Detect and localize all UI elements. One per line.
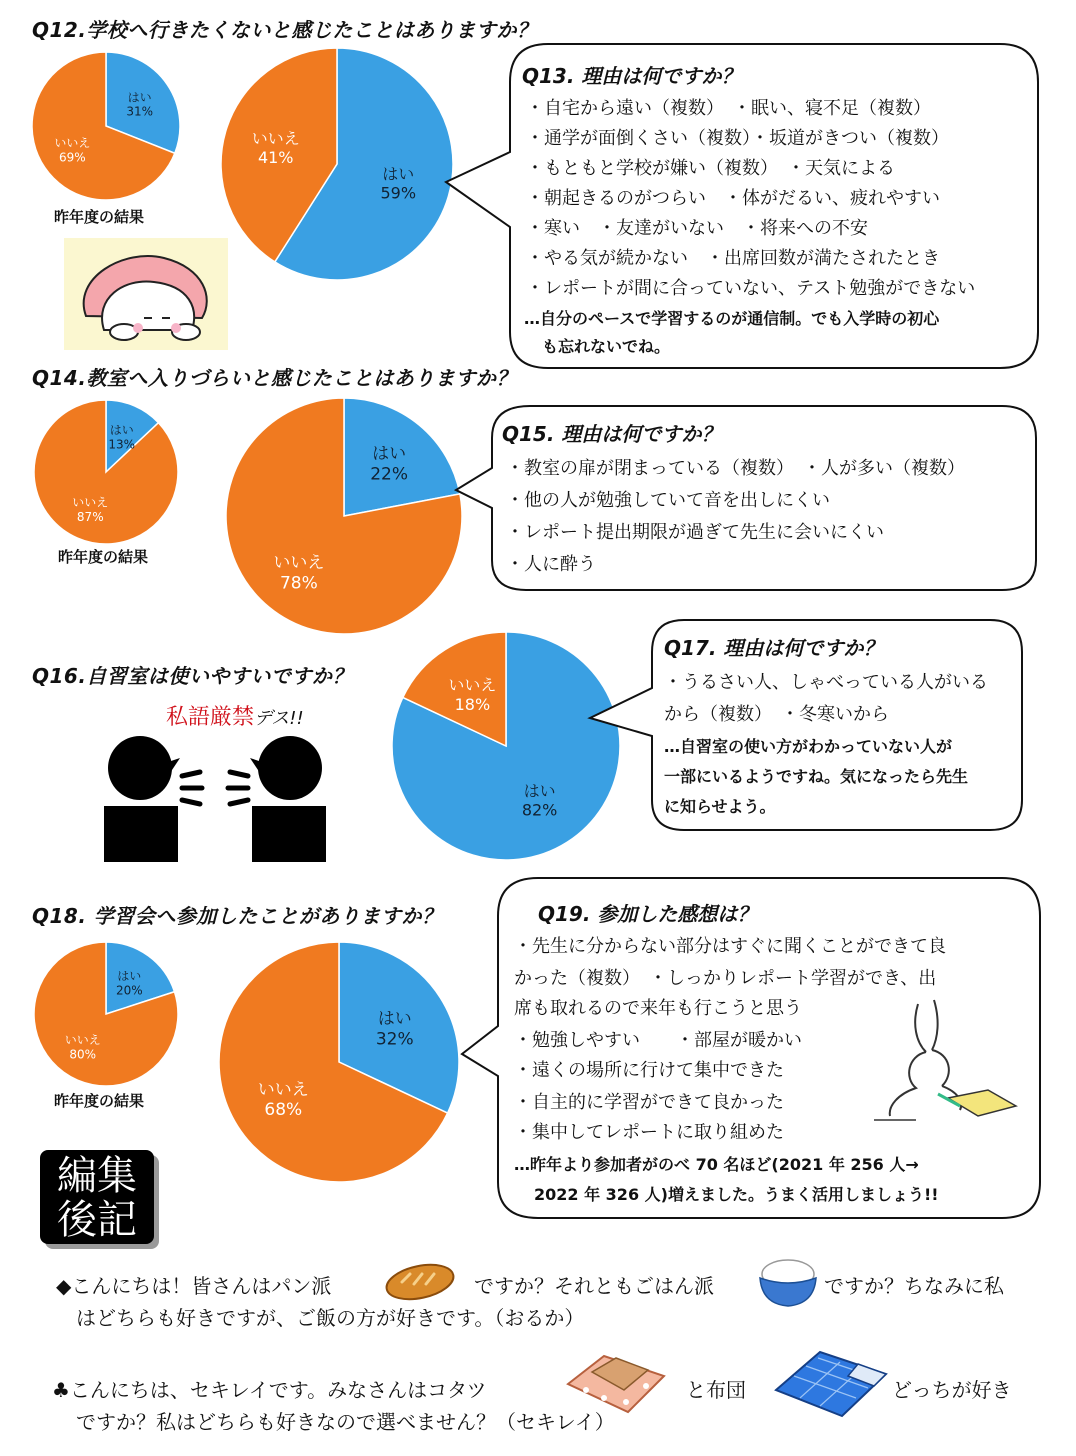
pie-yes-label: はい [523,781,556,801]
q17-note: …自習室の使い方がわかっていない人が [664,737,953,756]
bread-icon [382,1258,458,1304]
pie-yes-percent: 59% [380,183,417,203]
pie-yes-label: はい [377,1009,412,1030]
pie-no-percent: 80% [69,1047,97,1062]
q17-speech-bubble [586,618,1026,834]
q15-speech-bubble [450,404,1040,594]
q19-note: …昨年より参加者がのべ 70 名ほど(2021 年 256 人→ [514,1155,919,1174]
q18-now-pie [214,938,464,1186]
q17-line: ・うるさい人、しゃべっている人がいる [664,672,988,693]
pie-no-label: いいえ [64,1033,101,1048]
pie-yes-percent: 20% [115,983,143,998]
q19-title: Q19. 参加した感想は？ [538,902,758,926]
q17-note: 一部にいるようですね。気になったら先生 [664,767,969,786]
rabbit-reading-icon [868,994,1018,1124]
q13-line: ・朝起きるのがつらい ・体がだるい、疲れやすい [526,188,940,209]
pie-no-label: いいえ [72,495,109,510]
q12-now-pie [212,46,462,282]
editor-heading-line: 後記 [57,1197,137,1243]
q18-last-pie [30,938,182,1090]
pie-yes-percent: 31% [126,104,153,119]
editor-note-heading [40,1150,154,1244]
pie-yes-percent: 32% [375,1029,414,1050]
q13-line: ・自宅から遠い（複数） ・眠い、寝不足（複数） [526,98,931,119]
q13-line: ・レポートが間に合っていない、テスト勉強ができない [526,278,976,299]
q15-line: ・他の人が勉強していて音を出しにくい [506,490,830,511]
pie-no-label: いいえ [257,1079,309,1100]
q13-title: Q13. 理由は何ですか？ [522,64,742,88]
q13-line: ・寒い ・友達がいない ・将来への不安 [526,218,868,239]
footer-para2-b: と布団 [686,1378,746,1402]
q17-line: から（複数） ・冬寒いから [664,704,889,725]
pie-yes-percent: 82% [521,800,558,820]
q19-line: ・自主的に学習ができて良かった [514,1092,784,1113]
q19-line: ・勉強しやすい ・部屋が暖かい [514,1030,802,1051]
pie-no-label: いいえ [54,136,91,151]
pie-yes-label: はい [127,90,152,105]
q12-last-caption: 昨年度の結果 [54,208,145,226]
footer-para1-c: ですか？ちなみに私 [824,1274,1004,1298]
pie-no-percent: 41% [257,148,294,168]
q12-last-pie [28,48,184,204]
mascot-illustration [64,238,228,350]
footer-para2-a: ♣こんにちは、セキレイです。みなさんはコタツ [52,1378,487,1402]
q18-title: Q18. 学習会へ参加したことがありますか？ [32,904,443,928]
q17-title: Q17. 理由は何ですか？ [664,636,884,660]
q19-line: 席も取れるので来年も行こうと思う [514,998,802,1019]
q19-note: 2022 年 326 人)増えました。うまく活用しましょう!! [534,1185,939,1204]
q13-speech-bubble [440,42,1040,372]
pie-yes-label: はい [382,164,415,184]
q12-title: Q12.学校へ行きたくないと感じたことはありますか？ [32,18,538,42]
pie-yes-label: はい [117,969,142,984]
q19-line: かった（複数） ・しっかりレポート学習ができ、出 [514,968,937,989]
q15-line: ・レポート提出期限が過ぎて先生に会いにくい [506,522,884,543]
q15-title: Q15. 理由は何ですか？ [502,422,722,446]
sleeping-character-icon [64,238,228,350]
q13-line: ・やる気が続かない ・出席回数が満たされたとき [526,248,940,269]
q14-last-caption: 昨年度の結果 [58,548,149,566]
shigo-text: 私語厳禁 [166,705,255,730]
q15-line: ・人に酔う [506,554,596,575]
q14-title: Q14.教室へ入りづらいと感じたことはありますか？ [32,366,517,390]
desu-text: デス!! [254,708,304,729]
no-talking-sign [166,700,304,731]
footer-para2-c: どっちが好き [892,1378,1012,1402]
pie-yes-label: はい [109,422,134,437]
pie-no-percent: 18% [454,694,491,714]
footer-para1-d: はどちらも好きですが、ご飯の方が好きです。（おるか） [76,1306,585,1330]
pie-yes-label: はい [372,443,407,464]
talking-people-icon [100,736,330,862]
q14-now-pie [220,394,468,638]
q13-note: …自分のペースで学習するのが通信制。でも入学時の初心 [524,309,940,328]
footer-para2-d: ですか？私はどちらも好きなので選べません？（セキレイ） [76,1410,615,1434]
pie-no-percent: 87% [76,509,104,524]
q13-line: ・もともと学校が嫌い（複数） ・天気による [526,158,895,179]
q13-note: も忘れないでね。 [542,337,671,356]
q14-last-pie [30,396,182,548]
q18-last-caption: 昨年度の結果 [54,1092,145,1110]
q16-title: Q16.自習室は使いやすいですか？ [32,664,353,688]
pie-no-label: いいえ [448,675,497,695]
pie-no-percent: 69% [59,150,86,165]
q17-note: に知らせよう。 [664,797,776,816]
q19-line: ・先生に分からない部分はすぐに聞くことができて良 [514,936,946,957]
rice-bowl-icon [756,1252,820,1312]
q19-speech-bubble [454,876,1044,1222]
pie-yes-percent: 22% [370,464,409,485]
footer-para1-a: ◆こんにちは！皆さんはパン派 [56,1274,332,1298]
q15-line: ・教室の扉が閉まっている（複数） ・人が多い（複数） [506,458,965,479]
editor-heading-line: 編集 [57,1153,137,1199]
futon-icon [770,1346,892,1422]
pie-no-label: いいえ [251,128,300,148]
pie-yes-percent: 13% [108,437,136,452]
q13-line: ・通学が面倒くさい（複数）・坂道がきつい（複数） [526,128,949,149]
pie-no-percent: 78% [279,573,318,594]
q19-line: ・遠くの場所に行けて集中できた [514,1060,784,1081]
q19-line: ・集中してレポートに取り組めた [514,1122,784,1143]
pie-no-label: いいえ [273,553,325,574]
footer-para1-b: ですか？それともごはん派 [474,1274,714,1298]
pie-no-percent: 68% [264,1100,303,1121]
